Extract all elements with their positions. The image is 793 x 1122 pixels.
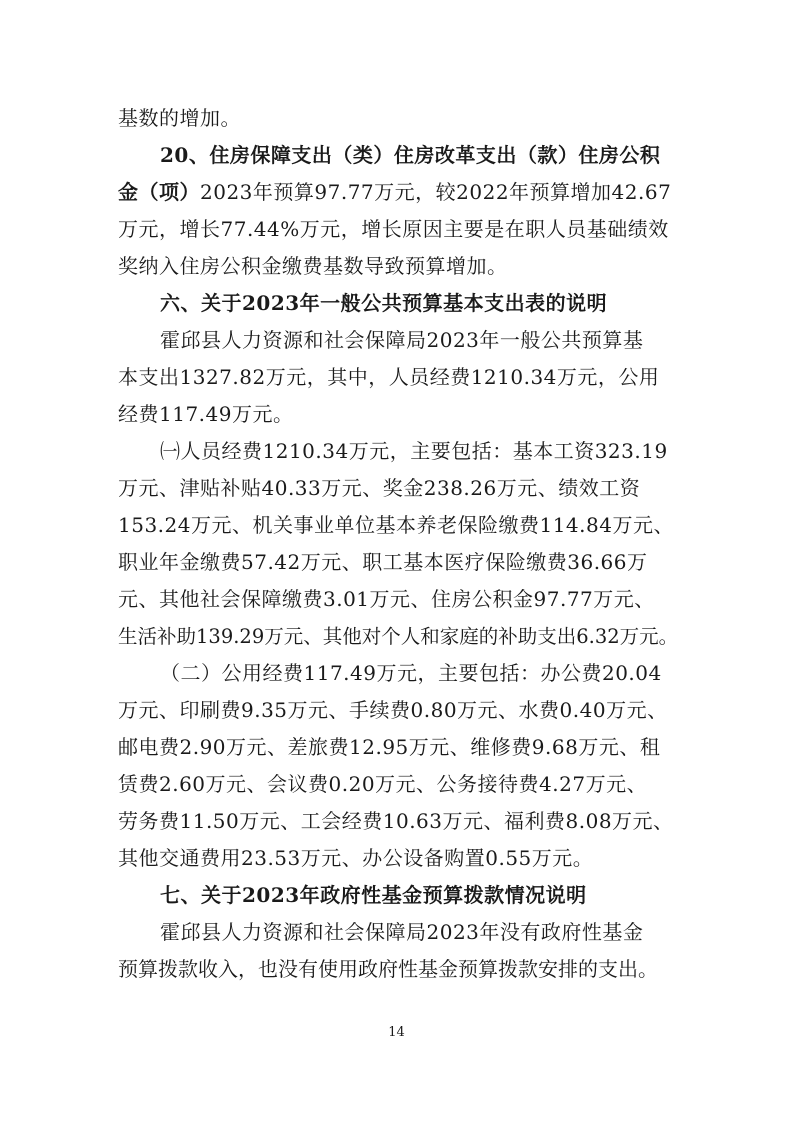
text-line-7: 霍邱县人力资源和社会保障局2023年一般公共预算基 bbox=[160, 328, 644, 352]
text-line-17: 万元、印刷费9.35万元、手续费0.80万元、水费0.40万元、 bbox=[118, 698, 668, 722]
text-line-23: 霍邱县人力资源和社会保障局2023年没有政府性基金 bbox=[160, 920, 644, 944]
text-line-19: 赁费2.60万元、会议费0.20万元、公务接待费4.27万元、 bbox=[118, 772, 648, 796]
section-7-heading: 七、关于2023年政府性基金预算拨款情况说明 bbox=[160, 883, 587, 907]
page-number: 14 bbox=[388, 1025, 405, 1040]
text-line-24: 预算拨款收入，也没有使用政府性基金预算拨款安排的支出。 bbox=[118, 957, 658, 981]
personnel-expense-line: ㈠人员经费1210.34万元，主要包括：基本工资323.19 bbox=[160, 439, 668, 463]
text-line-13: 职业年金缴费57.42万元、职工基本医疗保险缴费36.66万 bbox=[118, 550, 648, 574]
text-line-18: 邮电费2.90万元、差旅费12.95万元、维修费9.68万元、租 bbox=[118, 735, 661, 759]
text-line-8: 本支出1327.82万元，其中，人员经费1210.34万元，公用 bbox=[118, 365, 660, 389]
text-line-9: 经费117.49万元。 bbox=[118, 402, 294, 426]
text-line-11: 万元、津贴补贴40.33万元、奖金238.26万元、绩效工资 bbox=[118, 476, 641, 500]
text-line-3: 金（项）2023年预算97.77万元，较2022年预算增加42.67 bbox=[118, 180, 672, 204]
text-line-14: 元、其他社会保障缴费3.01万元、住房公积金97.77万元、 bbox=[118, 587, 655, 611]
text-line-21: 其他交通费用23.53万元、办公设备购置0.55万元。 bbox=[118, 846, 594, 870]
document-body bbox=[118, 100, 678, 988]
text-line-5: 奖纳入住房公积金缴费基数导致预算增加。 bbox=[118, 254, 508, 278]
text-line-4: 万元，增长77.44%万元，增长原因主要是在职人员基础绩效 bbox=[118, 217, 669, 241]
item-20-heading: 20、住房保障支出（类）住房改革支出（款）住房公积 bbox=[160, 143, 661, 167]
text-line-12: 153.24万元、机关事业单位基本养老保险缴费114.84万元、 bbox=[118, 513, 674, 537]
text-line-20: 劳务费11.50万元、工会经费10.63万元、福利费8.08万元、 bbox=[118, 809, 674, 833]
public-expense-line: （二）公用经费117.49万元，主要包括：办公费20.04 bbox=[160, 661, 662, 685]
text-line-1: 基数的增加。 bbox=[118, 106, 241, 130]
text-line-15: 生活补助139.29万元、其他对个人和家庭的补助支出6.32万元。 bbox=[118, 625, 679, 648]
section-6-heading: 六、关于2023年一般公共预算基本支出表的说明 bbox=[160, 291, 608, 315]
bold-lead-in: 金（项） bbox=[118, 180, 200, 204]
